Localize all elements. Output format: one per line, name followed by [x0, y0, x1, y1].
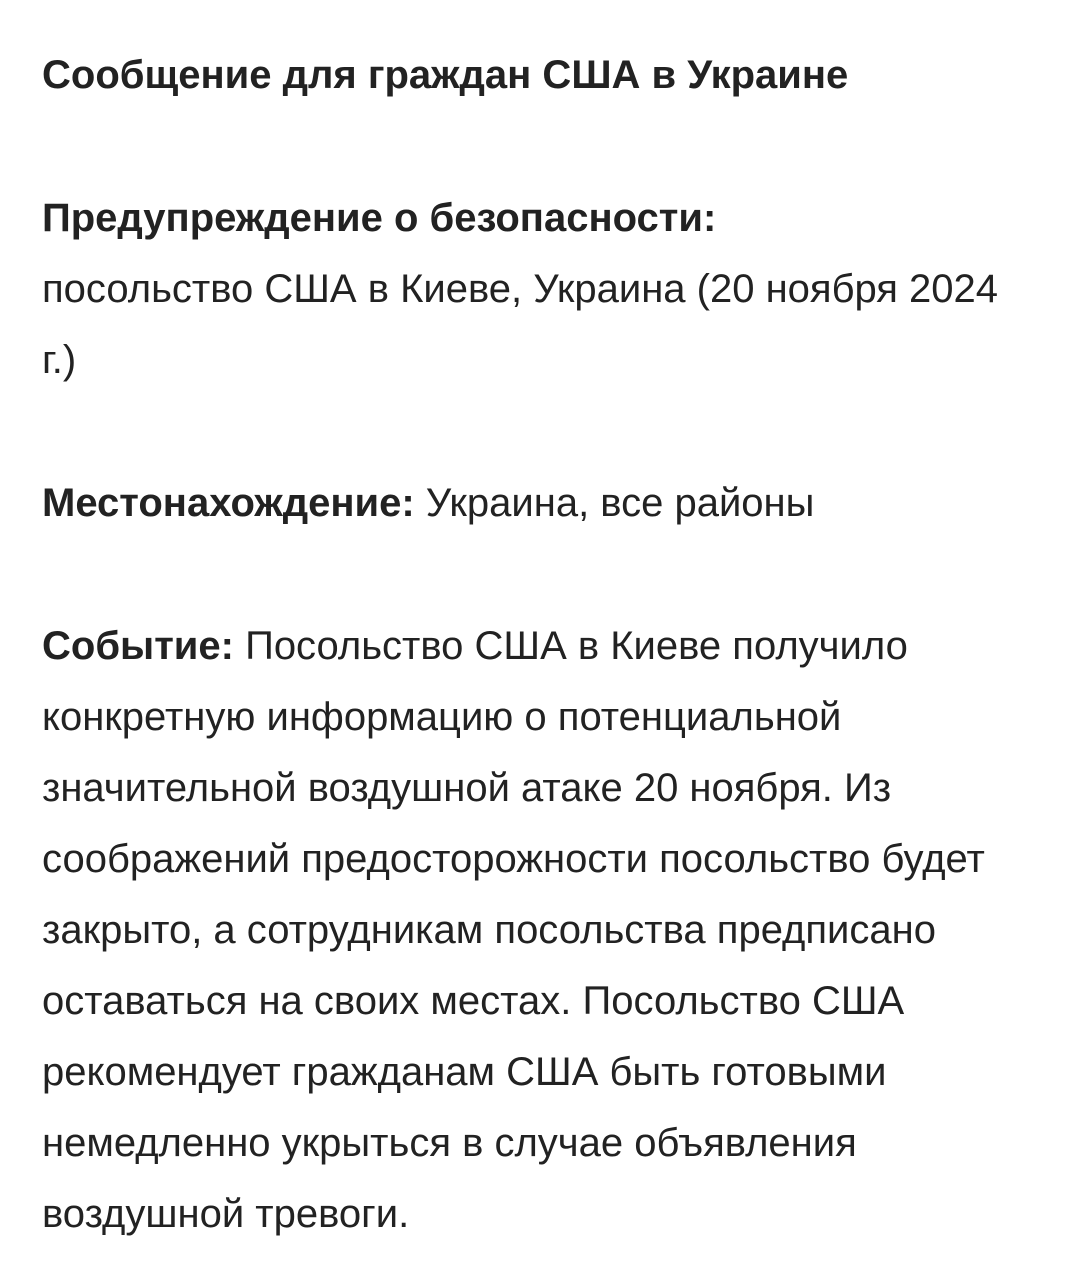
- message-title: Сообщение для граждан США в Украине: [42, 53, 849, 97]
- message-document: [42, 40, 1032, 1250]
- warning-label: Предупреждение о безопасности:: [42, 196, 717, 240]
- spacer: [42, 111, 1032, 183]
- warning-text: посольство США в Киеве, Украина (20 ноября 2024 г.): [42, 267, 999, 382]
- spacer: [42, 396, 1032, 468]
- location-line: [42, 468, 1032, 539]
- event-text: Посольство США в Киеве получило конкретную информацию о потенциальной значительной воздушной атаке 20 ноября. Из соображений предосторожности посольство будет закрыто, а сотрудникам посольства предписано оставаться на своих местах. Посольство США рекомендует гражданам США быть готовыми немедленно укрыться в случае объявления воздушной тревоги.: [42, 624, 985, 1236]
- event-label: Событие:: [42, 624, 234, 668]
- event-paragraph: [42, 611, 1032, 1250]
- spacer: [42, 539, 1032, 611]
- location-label: Местонахождение:: [42, 481, 415, 525]
- location-value: Украина, все районы: [425, 481, 815, 525]
- security-warning: [42, 183, 1032, 396]
